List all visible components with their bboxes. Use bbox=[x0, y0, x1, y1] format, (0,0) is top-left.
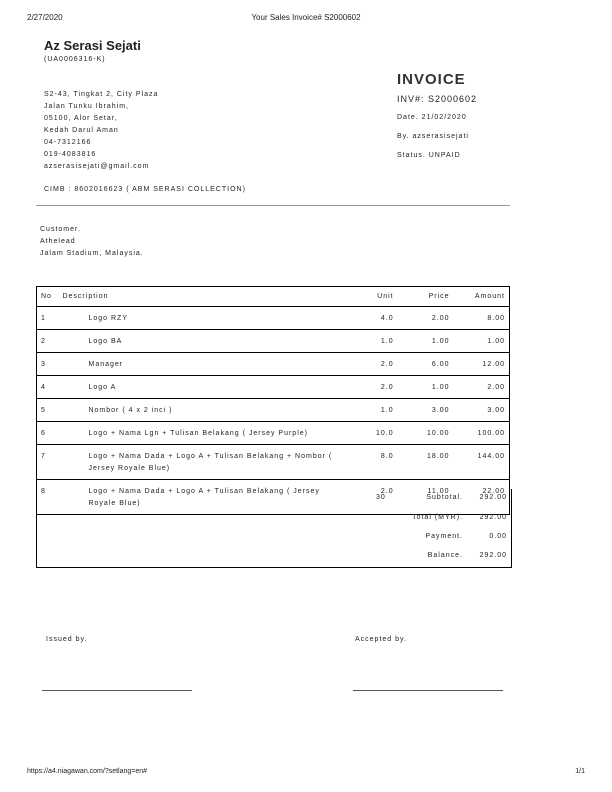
payment-label: Payment. bbox=[425, 533, 463, 540]
row-price: 11.00 bbox=[398, 480, 454, 515]
row-description: Nombor ( 4 x 2 inci ) bbox=[58, 399, 351, 422]
row-no: 2 bbox=[37, 330, 59, 353]
row-no: 6 bbox=[37, 422, 59, 445]
company-reg-no: (UA0006316-K) bbox=[44, 56, 106, 63]
accepted-by-label: Accepted by. bbox=[355, 636, 407, 643]
row-unit: 8.0 bbox=[352, 445, 398, 480]
row-description: Logo A bbox=[58, 376, 351, 399]
unit-total: 30 bbox=[376, 494, 386, 501]
table-row bbox=[37, 399, 510, 422]
company-phone: 019-4083816 bbox=[44, 151, 97, 158]
subtotal-label: Subtotal. bbox=[426, 494, 463, 501]
row-price: 10.00 bbox=[398, 422, 454, 445]
payment-value: 0.00 bbox=[489, 533, 507, 540]
row-description: Logo + Nama Dada + Logo A + Tulisan Belakang ( Jersey Royale Blue) bbox=[58, 480, 351, 515]
bank-account: CIMB : 8602016623 ( ABM SERASI COLLECTION) bbox=[44, 186, 246, 193]
table-row bbox=[37, 307, 510, 330]
header-price: Price bbox=[398, 287, 454, 307]
company-name: Az Serasi Sejati bbox=[44, 38, 141, 53]
balance-label: Balance. bbox=[427, 552, 463, 559]
row-no: 7 bbox=[37, 445, 59, 480]
table-row bbox=[37, 353, 510, 376]
address-line: 05100, Alor Setar, bbox=[44, 115, 118, 122]
print-date: 2/27/2020 bbox=[27, 13, 63, 22]
row-unit: 1.0 bbox=[352, 330, 398, 353]
row-unit: 2.0 bbox=[352, 480, 398, 515]
total-label: Total (MYR). bbox=[412, 514, 463, 521]
row-description: Logo RZY bbox=[58, 307, 351, 330]
header-unit: Unit bbox=[352, 287, 398, 307]
row-price: 1.00 bbox=[398, 330, 454, 353]
address-line: Jalan Tunku Ibrahim, bbox=[44, 103, 129, 110]
subtotal-value: 292.00 bbox=[479, 494, 507, 501]
row-unit: 4.0 bbox=[352, 307, 398, 330]
row-amount: 2.00 bbox=[454, 376, 510, 399]
company-phone: 04-7312166 bbox=[44, 139, 92, 146]
table-row bbox=[37, 422, 510, 445]
header-description: Description bbox=[58, 287, 351, 307]
issued-by-signature-line bbox=[42, 690, 192, 691]
row-no: 5 bbox=[37, 399, 59, 422]
row-price: 3.00 bbox=[398, 399, 454, 422]
row-amount: 1.00 bbox=[454, 330, 510, 353]
divider bbox=[36, 205, 510, 206]
invoice-status: Status. UNPAID bbox=[397, 152, 461, 159]
row-price: 18.00 bbox=[398, 445, 454, 480]
balance-value: 292.00 bbox=[479, 552, 507, 559]
table-row bbox=[37, 376, 510, 399]
row-no: 3 bbox=[37, 353, 59, 376]
invoice-title: INVOICE bbox=[397, 71, 466, 88]
row-amount: 22.00 bbox=[454, 480, 510, 515]
print-url: https://a4.niagawan.com/?setlang=en# bbox=[27, 768, 148, 775]
row-amount: 8.00 bbox=[454, 307, 510, 330]
row-amount: 3.00 bbox=[454, 399, 510, 422]
row-description: Logo + Nama Dada + Logo A + Tulisan Belakang + Nombor ( Jersey Royale Blue) bbox=[58, 445, 351, 480]
totals-box bbox=[36, 489, 512, 568]
row-no: 8 bbox=[37, 480, 59, 515]
row-no: 1 bbox=[37, 307, 59, 330]
row-unit: 10.0 bbox=[352, 422, 398, 445]
row-unit: 1.0 bbox=[352, 399, 398, 422]
row-amount: 12.00 bbox=[454, 353, 510, 376]
row-no: 4 bbox=[37, 376, 59, 399]
table-row bbox=[37, 445, 510, 480]
invoice-by: By. azserasisejati bbox=[397, 133, 469, 140]
row-unit: 2.0 bbox=[352, 353, 398, 376]
row-price: 6.00 bbox=[398, 353, 454, 376]
print-page-number: 1/1 bbox=[575, 768, 585, 775]
accepted-by-signature-line bbox=[353, 690, 503, 691]
address-line: Kedah Darul Aman bbox=[44, 127, 119, 134]
row-price: 2.00 bbox=[398, 307, 454, 330]
invoice-date: Date. 21/02/2020 bbox=[397, 114, 467, 121]
invoice-number: INV#: S2000602 bbox=[397, 94, 478, 104]
print-title: Your Sales Invoice# S2000602 bbox=[251, 13, 361, 22]
items-table bbox=[36, 286, 510, 515]
table-row bbox=[37, 330, 510, 353]
total-value: 292.00 bbox=[479, 514, 507, 521]
address-line: S2-43, Tingkat 2, City Plaza bbox=[44, 91, 159, 98]
row-description: Logo BA bbox=[58, 330, 351, 353]
row-amount: 100.00 bbox=[454, 422, 510, 445]
row-unit: 2.0 bbox=[352, 376, 398, 399]
issued-by-label: Issued by. bbox=[46, 636, 88, 643]
table-header-row bbox=[37, 287, 510, 307]
row-description: Manager bbox=[58, 353, 351, 376]
header-amount: Amount bbox=[454, 287, 510, 307]
customer-name: Athelead bbox=[40, 238, 76, 245]
row-price: 1.00 bbox=[398, 376, 454, 399]
row-amount: 144.00 bbox=[454, 445, 510, 480]
customer-address: Jalam Stadium, Malaysia. bbox=[40, 250, 144, 257]
header-no: No bbox=[37, 287, 59, 307]
customer-label: Customer. bbox=[40, 226, 81, 233]
row-description: Logo + Nama Lgn + Tulisan Belakang ( Jersey Purple) bbox=[58, 422, 351, 445]
company-email: azserasisejati@gmail.com bbox=[44, 163, 150, 170]
